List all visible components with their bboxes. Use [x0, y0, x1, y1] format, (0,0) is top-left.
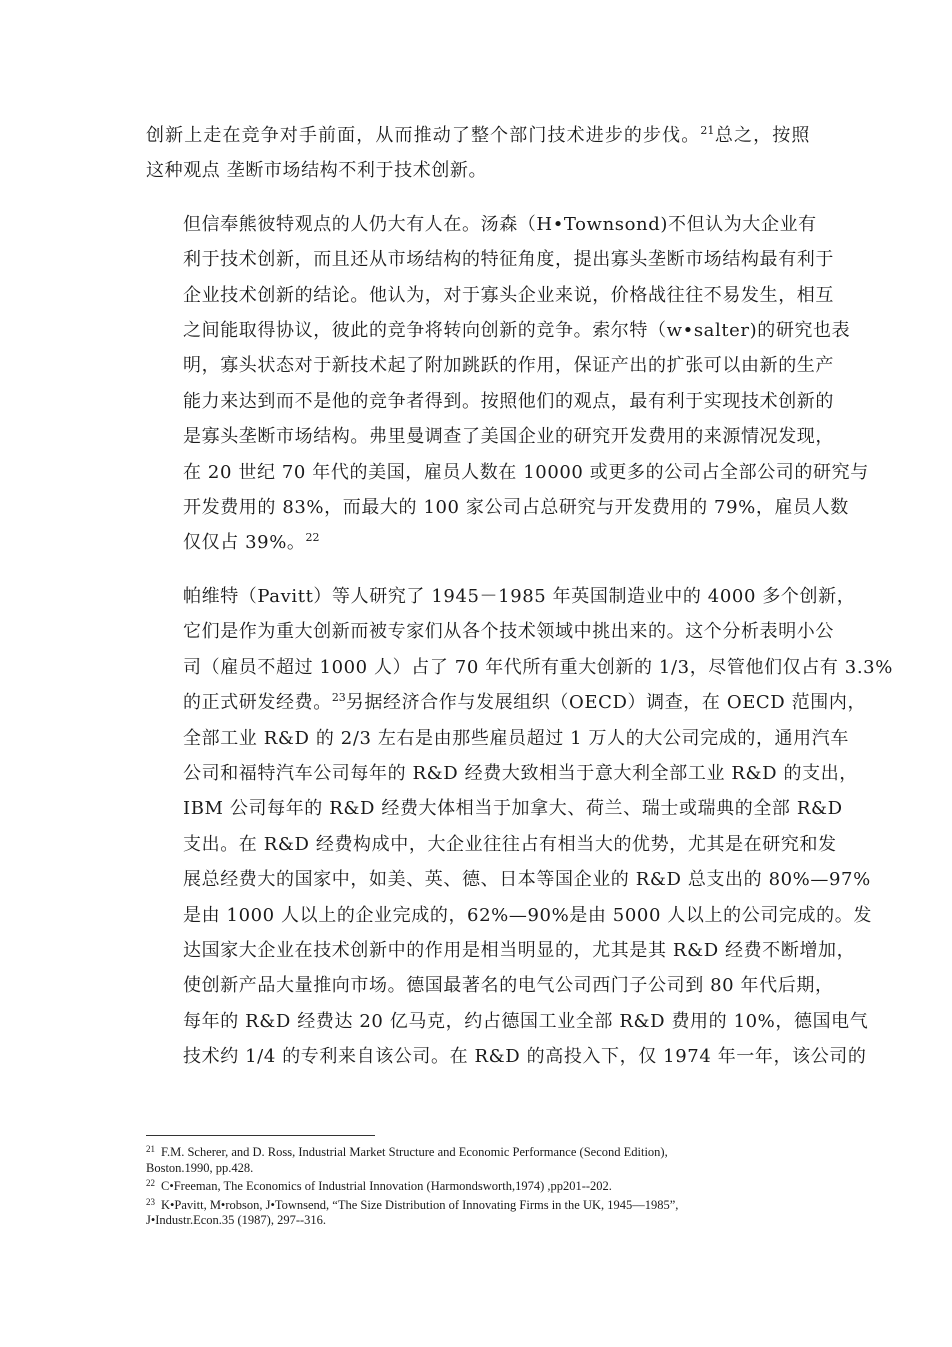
- text-run: 明，寡头状态对于新技术起了附加跳跃的作用，保证产出的扩张可以由新的生产: [183, 355, 834, 377]
- text-run: 帕维特（Pavitt）等人研究了 1945－1985 年英国制造业中的 4000 多个创新，: [183, 585, 856, 607]
- text-line: [146, 1004, 869, 1039]
- text-line: [146, 579, 856, 614]
- footnote-text: C•Freeman, The Economics of Industrial Innovation (Harmondsworth,1974) ,pp201--202.: [161, 1179, 612, 1193]
- footnote-reference[interactable]: 23: [331, 691, 346, 705]
- footnote-reference[interactable]: 21: [700, 124, 715, 137]
- text-line: [146, 898, 872, 933]
- footnote-line: [146, 1176, 810, 1195]
- text-line: [146, 968, 834, 1003]
- footnote-23: [146, 1195, 810, 1229]
- text-line: [146, 455, 869, 490]
- footnote-line: [146, 1213, 810, 1229]
- text-line: [146, 242, 834, 277]
- text-run: 司（雇员不超过 1000 人）占了 70 年代所有重大创新的 1/3，尽管他们仅占有 3.3%: [183, 656, 893, 678]
- footnote-number: 23: [146, 1196, 155, 1207]
- text-run: 另据经济合作与发展组织（OECD）调查，在 OECD 范围内，: [345, 692, 867, 714]
- text-line: [146, 419, 834, 454]
- text-run: 使创新产品大量推向市场。德国最著名的电气公司西门子公司到 80 年代后期，: [183, 975, 834, 997]
- footnote-text: Boston.1990, pp.428.: [146, 1160, 254, 1175]
- text-line: [146, 153, 810, 188]
- text-run: 仅仅占 39%。: [183, 532, 306, 554]
- footnote-text: K•Pavitt, M•robson, J•Townsend, “The Size Distribution of Innovating Firms in the UK, 1945—1985”,: [161, 1197, 679, 1212]
- text-run: 创新上走在竞争对手前面，从而推动了整个部门技术进步的步伐。: [146, 125, 701, 146]
- text-line: [146, 313, 851, 348]
- text-line: [146, 933, 856, 968]
- text-line: [146, 207, 817, 242]
- footnote-21: [146, 1142, 810, 1176]
- text-line: [146, 348, 834, 383]
- text-line: [146, 490, 849, 525]
- paragraph: [146, 579, 893, 1075]
- text-run: 但信奉熊彼特观点的人仍大有人在。汤森（H•Townsond)不但认为大企业有: [183, 213, 817, 235]
- footnote-22: [146, 1176, 810, 1195]
- text-run: 是寡头垄断市场结构。弗里曼调查了美国企业的研究开发费用的来源情况发现，: [183, 426, 834, 448]
- text-run: 利于技术创新，而且还从市场结构的特征角度，提出寡头垄断市场结构最有利于: [183, 249, 834, 271]
- text-run: 这种观点 垄断市场结构不利于技术创新。: [146, 160, 488, 182]
- text-run: 开发费用的 83%，而最大的 100 家公司占总研究与开发费用的 79%，雇员人数: [183, 497, 849, 519]
- text-line: [146, 278, 834, 313]
- text-line: [146, 1039, 867, 1074]
- text-run: 它们是作为重大创新而被专家们从各个技术领域中挑出来的。这个分析表明小公: [183, 621, 834, 643]
- text-line: [146, 118, 810, 153]
- paragraph: [146, 118, 810, 189]
- text-run: 每年的 R&D 经费达 20 亿马克，约占德国工业全部 R&D 费用的 10%，德国电气: [183, 1010, 869, 1032]
- text-line: [146, 525, 810, 560]
- text-line: [146, 827, 837, 862]
- text-run: 是由 1000 人以上的企业完成的，62%—90%是由 5000 人以上的公司完成的。发: [183, 904, 872, 926]
- text-line: [146, 756, 858, 791]
- text-run: 技术约 1/4 的专利来自该公司。在 R&D 的高投入下，仅 1974 年一年，该公司的: [183, 1046, 867, 1068]
- text-run: 在 20 世纪 70 年代的美国，雇员人数在 10000 或更多的公司占全部公司的研究与: [183, 461, 869, 483]
- footnote-number: 22: [146, 1178, 155, 1188]
- text-line: [146, 791, 843, 826]
- text-run: 能力来达到而不是他的竞争者得到。按照他们的观点，最有利于实现技术创新的: [183, 390, 834, 412]
- footnote-divider: [146, 1135, 375, 1136]
- paragraph: [146, 207, 869, 561]
- footnotes: [146, 1142, 810, 1229]
- text-line: [146, 650, 893, 685]
- text-line: [146, 862, 871, 897]
- footnote-line: [146, 1195, 810, 1214]
- text-run: 的正式研发经费。: [183, 692, 332, 714]
- text-run: 企业技术创新的结论。他认为，对于寡头企业来说，价格战往往不易发生，相互: [183, 284, 834, 306]
- footnote-line: [146, 1161, 810, 1177]
- text-run: 支出。在 R&D 经费构成中，大企业往往占有相当大的优势，尤其是在研究和发: [183, 833, 837, 855]
- text-run: 展总经费大的国家中，如美、英、德、日本等国企业的 R&D 总支出的 80%—97%: [183, 869, 871, 891]
- text-run: 达国家大企业在技术创新中的作用是相当明显的，尤其是其 R&D 经费不断增加，: [183, 939, 856, 961]
- text-line: [146, 721, 849, 756]
- text-run: 总之，按照: [714, 125, 810, 146]
- text-run: IBM 公司每年的 R&D 经费大体相当于加拿大、荷兰、瑞士或瑞典的全部 R&D: [183, 798, 843, 820]
- text-run: 之间能取得协议，彼此的竞争将转向创新的竞争。索尔特（w•salter)的研究也表: [183, 320, 851, 342]
- text-line: [146, 685, 867, 720]
- footnote-text: F.M. Scherer, and D. Ross, Industrial Market Structure and Economic Performance (Second Edition),: [161, 1145, 668, 1159]
- footnote-line: [146, 1142, 810, 1161]
- text-line: [146, 384, 834, 419]
- text-run: 全部工业 R&D 的 2/3 左右是由那些雇员超过 1 万人的大公司完成的，通用汽车: [183, 727, 849, 749]
- footnote-number: 21: [146, 1144, 155, 1154]
- footnote-text: J•Industr.Econ.35 (1987), 297--316.: [146, 1213, 327, 1227]
- body-text: [146, 118, 893, 1075]
- text-line: [146, 614, 834, 649]
- text-run: 公司和福特汽车公司每年的 R&D 经费大致相当于意大利全部工业 R&D 的支出，: [183, 762, 858, 784]
- footnote-reference[interactable]: 22: [305, 531, 320, 545]
